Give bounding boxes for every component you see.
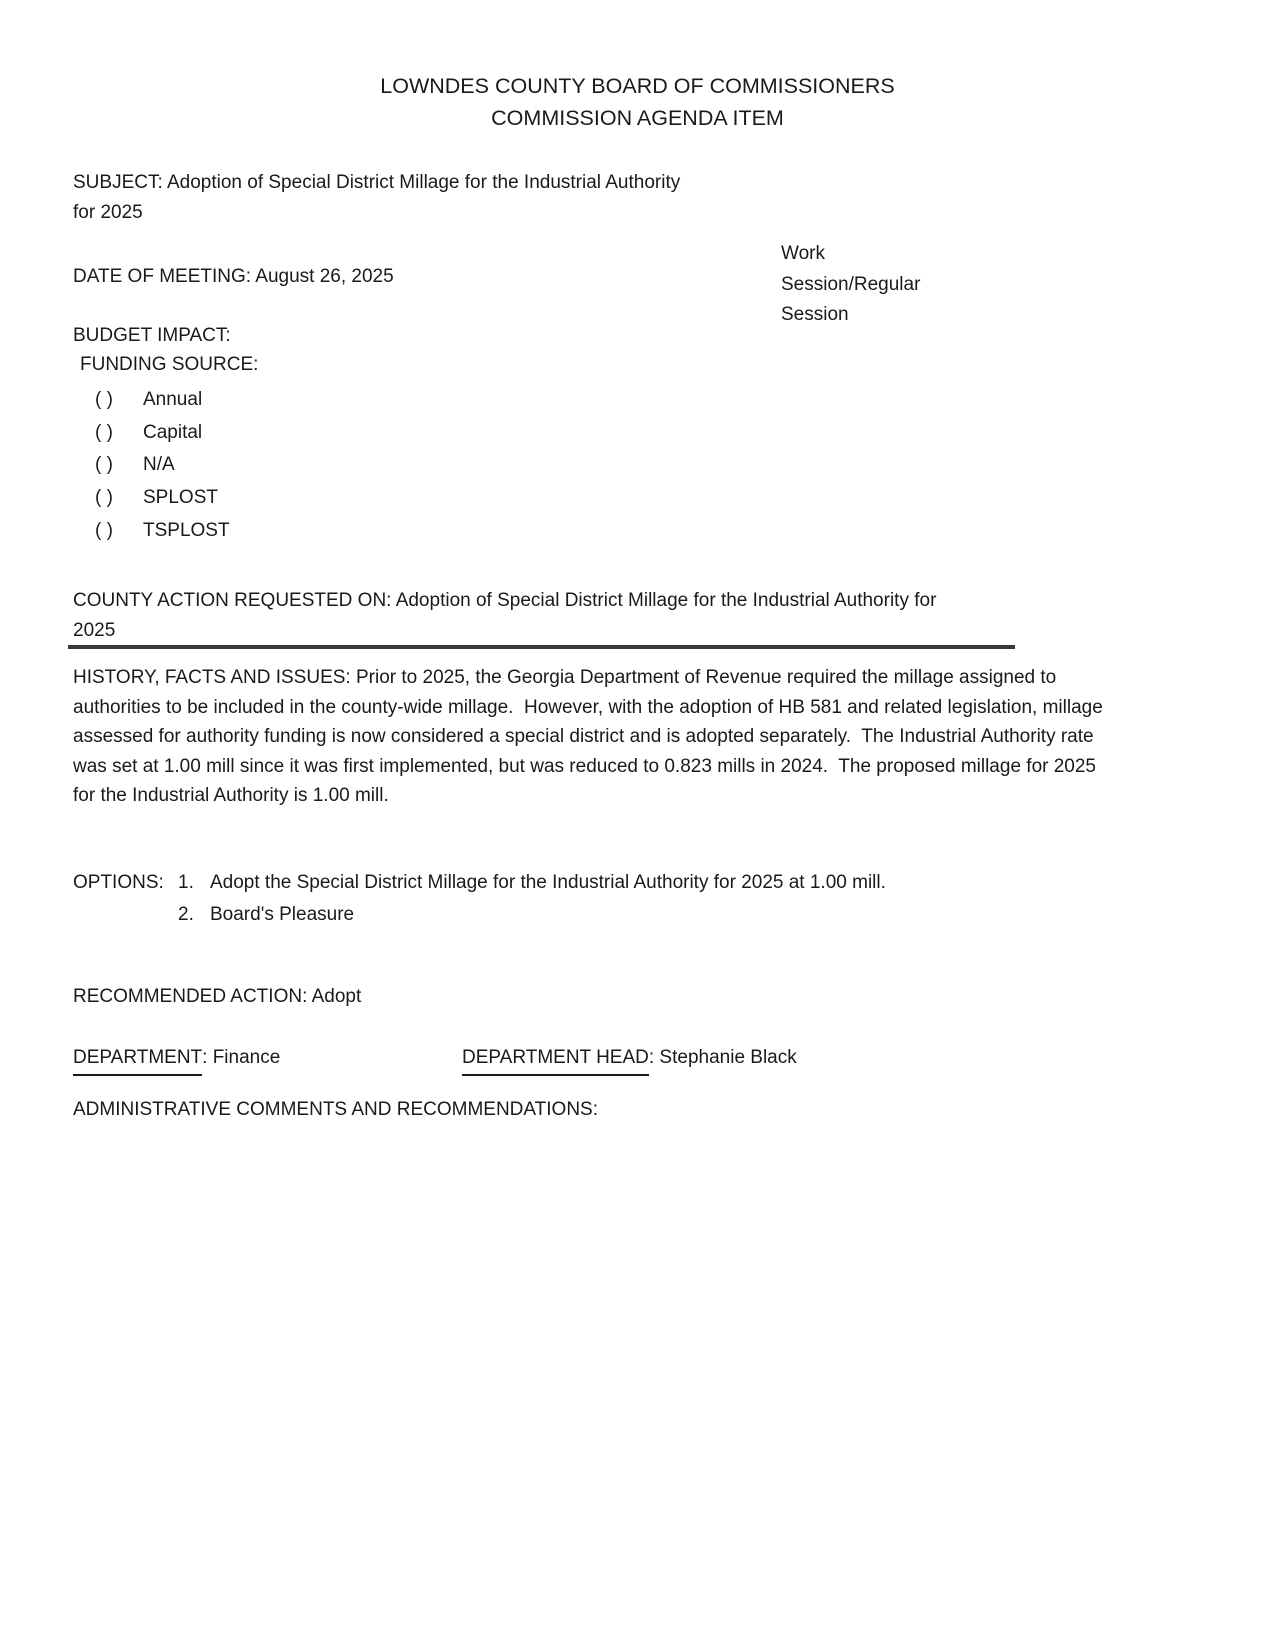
funding-option-label: SPLOST [143, 487, 218, 509]
funding-option-splost [95, 482, 230, 515]
session-type: Work Session/Regular Session [781, 243, 921, 325]
date-of-meeting: DATE OF MEETING: August 26, 2025 [73, 266, 394, 287]
options-label: OPTIONS: [73, 872, 164, 893]
funding-source-label: FUNDING SOURCE: [80, 354, 259, 375]
options-list [178, 867, 886, 931]
department-row [73, 1043, 1073, 1076]
checkbox-empty-icon: ( ) [95, 389, 113, 411]
recommended-action: RECOMMENDED ACTION: Adopt [73, 986, 362, 1007]
option-number: 2. [178, 904, 194, 925]
department-field [73, 1047, 280, 1068]
checkbox-empty-icon: ( ) [95, 519, 113, 541]
checkbox-empty-icon: ( ) [95, 454, 113, 476]
funding-option-label: Annual [143, 389, 203, 411]
department-head-field [462, 1043, 797, 1076]
document-title-line2: COMMISSION AGENDA ITEM [491, 106, 784, 130]
funding-option-tsplost [95, 514, 230, 547]
options-section [73, 867, 1073, 931]
subject-line: SUBJECT: Adoption of Special District Millage for the Industrial Authority for 2025 [73, 172, 681, 223]
department-head-value: : Stephanie Black [648, 1047, 797, 1068]
funding-option-label: N/A [143, 454, 175, 476]
department-label: DEPARTMENT [73, 1043, 202, 1076]
county-action-requested: COUNTY ACTION REQUESTED ON: Adoption of Special District Millage for the Industrial Authority for 2025 [73, 590, 937, 641]
option-item-1 [178, 867, 886, 899]
section-divider-rule [68, 645, 1015, 649]
funding-option-label: Capital [143, 421, 203, 443]
budget-impact-label: BUDGET IMPACT: [73, 325, 231, 346]
funding-option-annual [95, 384, 230, 417]
document-title-line1: LOWNDES COUNTY BOARD OF COMMISSIONERS [380, 74, 895, 98]
document-header [0, 70, 1275, 134]
checkbox-empty-icon: ( ) [95, 421, 113, 443]
option-text: Adopt the Special District Millage for the Industrial Authority for 2025 at 1.00 mill. [210, 872, 886, 893]
funding-option-na [95, 449, 230, 482]
administrative-comments-label: ADMINISTRATIVE COMMENTS AND RECOMMENDATIONS: [73, 1099, 598, 1120]
funding-source-list [95, 384, 230, 547]
option-item-2 [178, 899, 886, 931]
checkbox-empty-icon: ( ) [95, 487, 113, 509]
history-facts-issues: HISTORY, FACTS AND ISSUES: Prior to 2025, the Georgia Department of Revenue required the millage assigned to authorities to be included in the county-wide millage. However, with the adoption of HB 581 and related legislation, millage assessed for authority funding is now considered a special district and is adopted separately. The Industrial Authority rate was set at 1.00 mill since it was first implemented, but was reduced to 0.823 mills in 2024. The proposed millage for 2025 for the Industrial Authority is 1.00 mill. [73, 667, 1109, 807]
department-head-label: DEPARTMENT HEAD [462, 1043, 649, 1076]
option-number: 1. [178, 872, 194, 893]
option-text: Board's Pleasure [210, 904, 355, 925]
department-value: : Finance [202, 1047, 281, 1068]
funding-option-label: TSPLOST [143, 519, 230, 541]
funding-option-capital [95, 417, 230, 450]
